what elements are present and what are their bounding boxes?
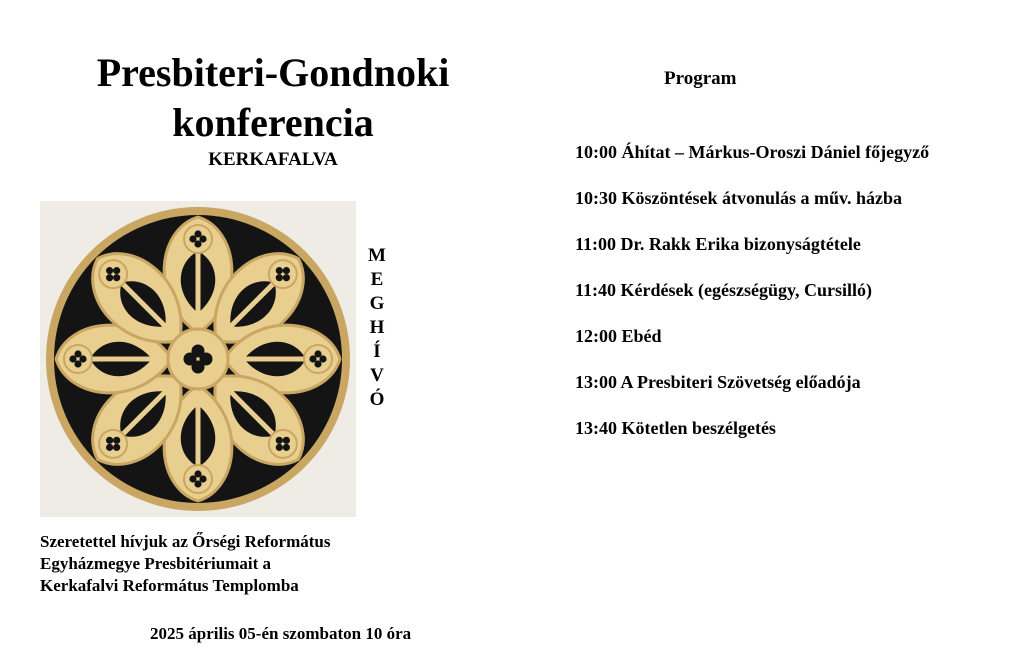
vertical-letter: Ó	[369, 389, 385, 410]
program-item: 11:40 Kérdések (egészségügy, Cursilló)	[575, 280, 872, 300]
invitation-vertical-word	[366, 244, 388, 412]
rose-window-graphic	[40, 201, 356, 517]
program-item: 13:00 A Presbiteri Szövetség előadója	[575, 372, 861, 392]
vertical-letter: M	[368, 245, 386, 266]
vertical-letter: V	[370, 365, 384, 386]
vertical-letter: G	[369, 293, 385, 314]
invitation-text	[40, 531, 420, 597]
rose-center-hub	[168, 329, 228, 389]
event-date: 2025 április 05-én szombaton 10 óra	[150, 624, 412, 643]
vertical-letter: H	[369, 317, 385, 338]
vertical-letter: Í	[373, 341, 381, 362]
invitation-line: Egyházmegye Presbitériumait a	[40, 554, 272, 573]
title-line-1: Presbiteri-Gondnoki	[96, 50, 450, 95]
conference-title	[40, 48, 506, 148]
location-label: KERKAFALVA	[208, 149, 338, 170]
title-line-2: konferencia	[172, 100, 374, 145]
program-item: 10:00 Áhítat – Márkus-Oroszi Dániel főjegyző	[575, 142, 930, 162]
invitation-line: Kerkafalvi Református Templomba	[40, 576, 299, 595]
vertical-letter: E	[370, 269, 384, 290]
rose-window-image	[40, 201, 356, 517]
invitation-line: Szeretettel hívjuk az Őrségi Református	[40, 532, 331, 551]
program-item: 13:40 Kötetlen beszélgetés	[575, 418, 776, 438]
program-list	[575, 141, 929, 463]
program-heading: Program	[664, 68, 737, 89]
program-item: 12:00 Ebéd	[575, 326, 662, 346]
program-item: 11:00 Dr. Rakk Erika bizonyságtétele	[575, 234, 861, 254]
program-item: 10:30 Köszöntések átvonulás a műv. házba	[575, 188, 903, 208]
